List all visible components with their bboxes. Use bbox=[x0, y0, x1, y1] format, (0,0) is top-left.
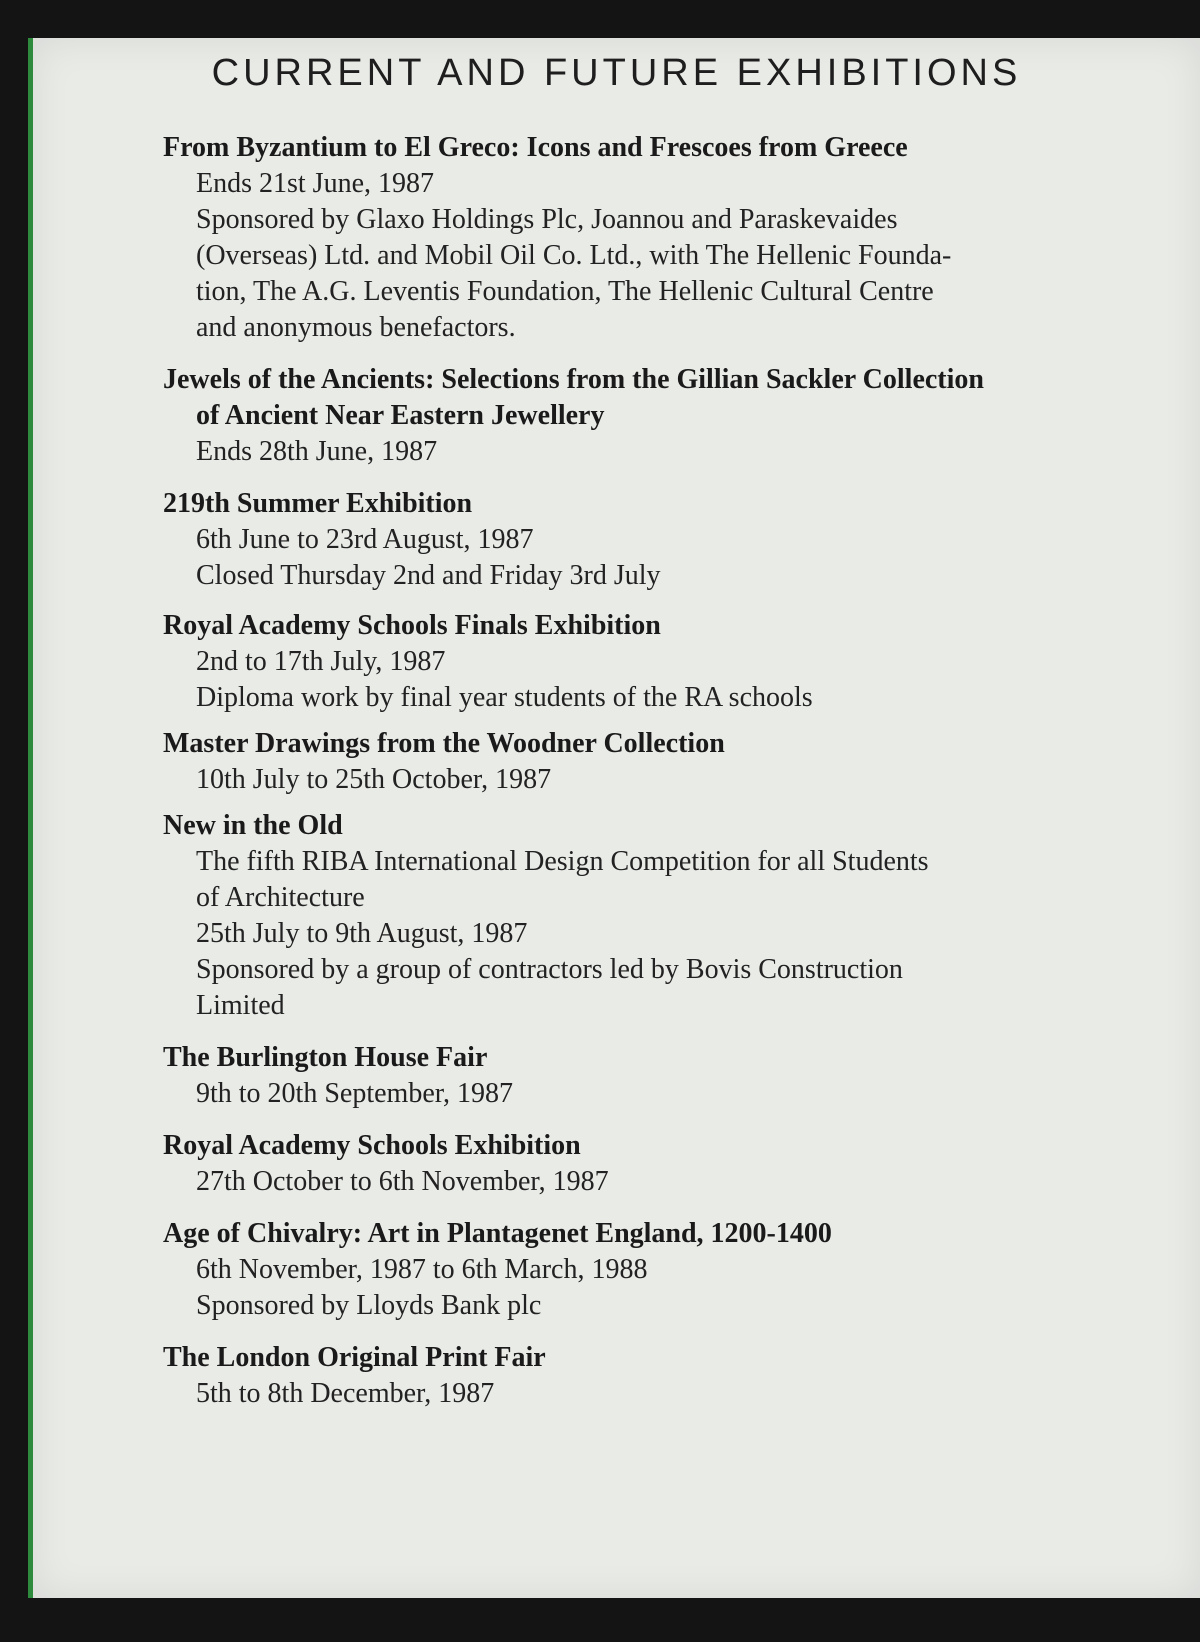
exhibition-dates: Ends 28th June, 1987 bbox=[196, 436, 438, 467]
exhibition-sponsor-line: Sponsored by Glaxo Holdings Plc, Joannou and Paraskevaides bbox=[196, 204, 898, 235]
exhibition-sponsor-line: Sponsored by a group of contractors led by Bovis Construction bbox=[196, 954, 903, 985]
exhibition-sponsor-line: Sponsored by Lloyds Bank plc bbox=[196, 1290, 542, 1321]
exhibition-dates: 5th to 8th December, 1987 bbox=[196, 1378, 495, 1409]
exhibition-byzantium bbox=[163, 130, 1163, 346]
exhibition-title-line: of Ancient Near Eastern Jewellery bbox=[196, 400, 605, 431]
exhibition-note: Diploma work by final year students of the RA schools bbox=[196, 682, 813, 713]
exhibition-title: Age of Chivalry: Art in Plantagenet England, 1200-1400 bbox=[163, 1218, 832, 1249]
exhibition-title: Royal Academy Schools Exhibition bbox=[163, 1130, 581, 1161]
page-title: CURRENT AND FUTURE EXHIBITIONS bbox=[211, 52, 1022, 94]
exhibition-print-fair bbox=[163, 1340, 1163, 1412]
exhibition-age-of-chivalry bbox=[163, 1216, 1163, 1324]
exhibition-dates: 10th July to 25th October, 1987 bbox=[196, 764, 552, 795]
exhibition-description: The fifth RIBA International Design Competition for all Students bbox=[196, 846, 929, 877]
exhibition-title: The Burlington House Fair bbox=[163, 1042, 488, 1073]
exhibition-note: Closed Thursday 2nd and Friday 3rd July bbox=[196, 560, 661, 591]
exhibition-dates: 6th November, 1987 to 6th March, 1988 bbox=[196, 1254, 648, 1285]
exhibition-title: Master Drawings from the Woodner Collection bbox=[163, 728, 725, 759]
exhibition-sponsor-line: tion, The A.G. Leventis Foundation, The Hellenic Cultural Centre bbox=[196, 276, 934, 307]
exhibition-new-in-the-old bbox=[163, 808, 1163, 1024]
exhibition-list bbox=[163, 130, 1163, 1412]
exhibition-dates: 9th to 20th September, 1987 bbox=[196, 1078, 513, 1109]
exhibition-summer bbox=[163, 486, 1163, 594]
exhibition-dates: 6th June to 23rd August, 1987 bbox=[196, 524, 534, 555]
exhibition-title: 219th Summer Exhibition bbox=[163, 488, 473, 519]
exhibition-title: New in the Old bbox=[163, 810, 343, 841]
exhibition-schools bbox=[163, 1128, 1163, 1200]
exhibition-description: of Architecture bbox=[196, 882, 365, 913]
document-page bbox=[28, 38, 1200, 1598]
exhibition-dates: 2nd to 17th July, 1987 bbox=[196, 646, 446, 677]
exhibition-jewels bbox=[163, 362, 1163, 470]
exhibition-dates: 25th July to 9th August, 1987 bbox=[196, 918, 528, 949]
exhibition-sponsor-line: and anonymous benefactors. bbox=[196, 312, 516, 343]
exhibition-title: The London Original Print Fair bbox=[163, 1342, 546, 1373]
exhibition-dates: 27th October to 6th November, 1987 bbox=[196, 1166, 609, 1197]
exhibition-sponsor-line: Limited bbox=[196, 990, 285, 1021]
exhibition-title: Royal Academy Schools Finals Exhibition bbox=[163, 610, 661, 641]
exhibition-sponsor-line: (Overseas) Ltd. and Mobil Oil Co. Ltd., with The Hellenic Founda- bbox=[196, 240, 952, 271]
exhibition-woodner bbox=[163, 726, 1163, 798]
exhibition-title: From Byzantium to El Greco: Icons and Frescoes from Greece bbox=[163, 132, 908, 163]
exhibition-title-line: Jewels of the Ancients: Selections from the Gillian Sackler Collection bbox=[163, 364, 984, 395]
exhibition-dates: Ends 21st June, 1987 bbox=[196, 168, 434, 199]
exhibition-burlington-fair bbox=[163, 1040, 1163, 1112]
exhibition-title bbox=[163, 362, 1163, 434]
exhibition-schools-finals bbox=[163, 608, 1163, 716]
